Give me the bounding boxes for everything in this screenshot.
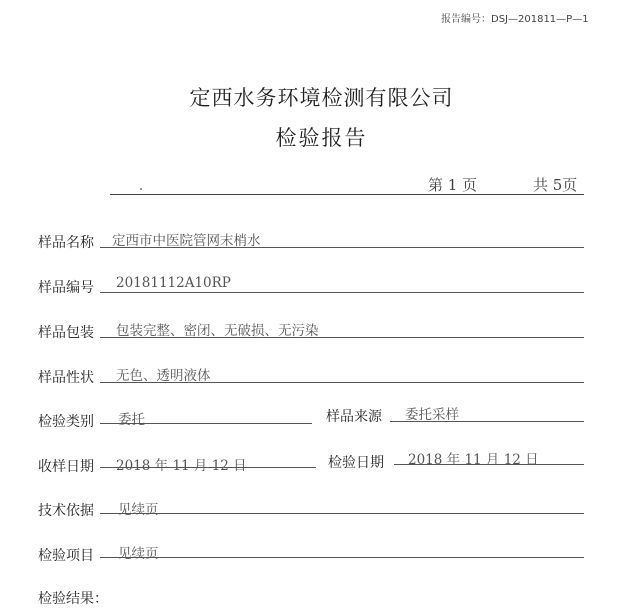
sample-character-value: 无色、透明液体 (116, 368, 211, 384)
sample-number-label: 样品编号 (38, 280, 94, 296)
sample-source-label: 样品来源 (326, 409, 382, 425)
technical-basis-label: 技术依据 (38, 503, 94, 519)
sample-source-value: 委托采样 (405, 407, 459, 423)
sample-character-label: 样品性状 (38, 370, 94, 386)
test-items-value: 见续页 (118, 546, 159, 562)
test-items-label: 检验项目 (38, 548, 94, 564)
receive-date-underline (100, 467, 316, 468)
test-date-underline (394, 464, 584, 465)
page-total: 共 5页 (533, 176, 578, 194)
sample-source-underline (390, 421, 584, 422)
sample-number-underline (100, 292, 584, 293)
company-name: 定西水务环境检测有限公司 (189, 86, 454, 110)
sample-name-label: 样品名称 (38, 235, 94, 251)
sample-name-underline (100, 247, 584, 248)
receive-date-label: 收样日期 (38, 459, 94, 475)
test-category-underline (100, 423, 312, 424)
scan-speck (140, 188, 142, 190)
test-items-underline (100, 557, 584, 558)
sample-packaging-label: 样品包装 (38, 325, 94, 341)
page-number: 第 1 页 (428, 176, 478, 194)
test-category-value: 委托 (118, 412, 145, 428)
technical-basis-underline (100, 513, 584, 514)
page-header-rule (110, 194, 584, 195)
test-results-label: 检验结果： (38, 591, 108, 607)
test-date-label: 检验日期 (328, 455, 384, 471)
technical-basis-value: 见续页 (118, 502, 159, 518)
sample-packaging-value: 包装完整、密闭、无破损、无污染 (116, 323, 319, 339)
test-category-label: 检验类别 (38, 414, 94, 430)
sample-name-value: 定西市中医院管网末梢水 (112, 233, 261, 249)
test-date-value: 2018 年 11 月 12 日 (408, 452, 539, 468)
receive-date-value: 2018 年 11 月 12 日 (116, 458, 247, 474)
sample-number-value: 20181112A10RP (116, 275, 231, 291)
sample-character-underline (100, 382, 584, 383)
document-title: 检验报告 (275, 126, 368, 150)
sample-packaging-underline (100, 337, 584, 338)
report-number: 报告编号：DSJ—201811—P—1 (441, 14, 589, 25)
